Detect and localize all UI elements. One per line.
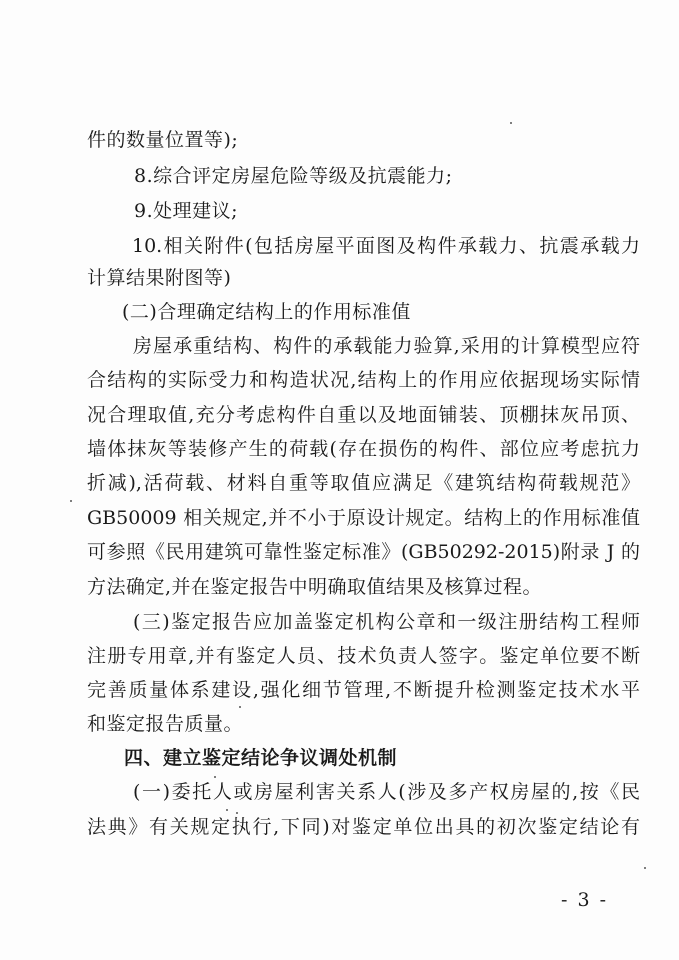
list-item: 10.相关附件(包括房屋平面图及构件承载力、抗震承载力 — [132, 235, 640, 257]
list-item: 8.综合评定房屋危险等级及抗震能力; — [134, 165, 453, 187]
list-item: 9.处理建议; — [134, 200, 239, 222]
paragraph-line: (一)委托人或房屋利害关系人(涉及多产权房屋的,按《民 — [133, 781, 640, 803]
chapter-heading: 四、建立鉴定结论争议调处机制 — [124, 747, 398, 769]
scan-speck — [644, 867, 646, 869]
text-line: 件的数量位置等); — [87, 129, 239, 151]
paragraph-line: 法典》有关规定执行,下同)对鉴定单位出具的初次鉴定结论有 — [87, 816, 640, 838]
paragraph-line: 可参照《民用建筑可靠性鉴定标准》(GB50292-2015)附录 J 的 — [87, 541, 640, 563]
scan-speck — [70, 500, 72, 502]
paragraph-line: 完善质量体系建设,强化细节管理,不断提升检测鉴定技术水平 — [87, 679, 640, 701]
paragraph-line: 和鉴定报告质量。 — [87, 713, 244, 735]
paragraph-line: 墙体抹灰等装修产生的荷载(存在损伤的构件、部位应考虑抗力 — [87, 438, 640, 460]
scan-speck — [236, 812, 238, 814]
scan-speck — [214, 776, 216, 778]
paragraph-line: GB50009 相关规定,并不小于原设计规定。结构上的作用标准值 — [87, 507, 640, 529]
paragraph-line: 房屋承重结构、构件的承载能力验算,采用的计算模型应符 — [133, 335, 640, 357]
paragraph-line: 方法确定,并在鉴定报告中明确取值结果及核算过程。 — [87, 576, 543, 598]
paragraph-line: 注册专用章,并有鉴定人员、技术负责人签字。鉴定单位要不断 — [87, 645, 640, 667]
paragraph-line: 况合理取值,充分考虑构件自重以及地面铺装、顶棚抹灰吊顶、 — [87, 404, 640, 426]
section-heading: (二)合理确定结构上的作用标准值 — [122, 301, 411, 323]
page-number: - 3 - — [561, 889, 609, 911]
scan-speck — [226, 809, 228, 811]
scan-speck — [510, 122, 512, 124]
scan-speck — [239, 706, 241, 708]
text-line: 计算结果附图等) — [87, 267, 232, 289]
paragraph-line: 合结构的实际受力和构造状况,结构上的作用应依据现场实际情 — [87, 369, 640, 391]
paragraph-line: 折减),活荷载、材料自重等取值应满足《建筑结构荷载规范》 — [87, 472, 640, 494]
paragraph-line: (三)鉴定报告应加盖鉴定机构公章和一级注册结构工程师 — [133, 611, 640, 633]
